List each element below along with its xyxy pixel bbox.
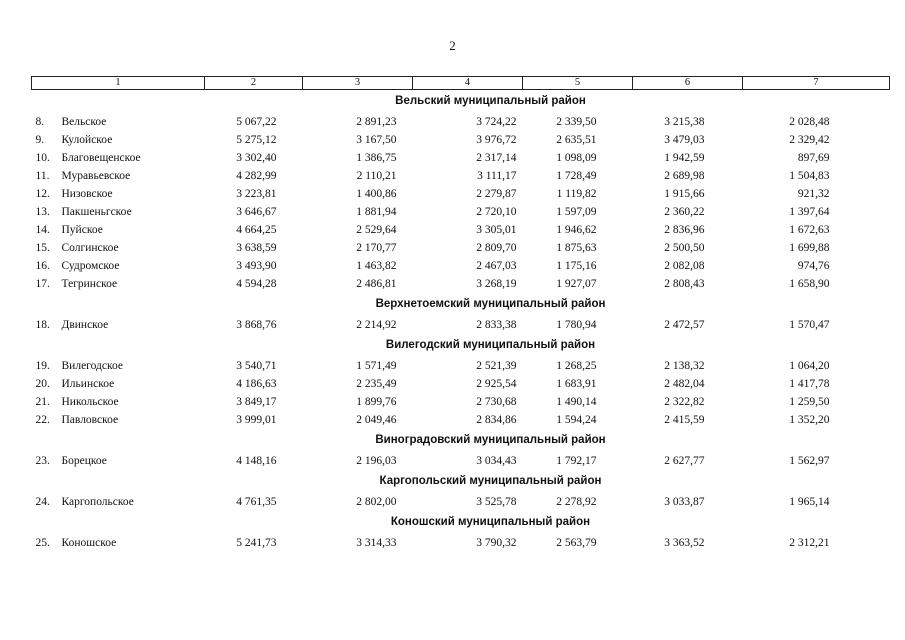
value-cell: 1 175,16 xyxy=(556,260,597,272)
table-row xyxy=(32,316,890,334)
value-cell: 1 397,64 xyxy=(789,206,830,218)
value-cell: 1 780,94 xyxy=(556,319,597,331)
value-cell: 3 314,33 xyxy=(356,537,397,549)
settlement-name: Ильинское xyxy=(61,378,115,390)
table-row xyxy=(32,357,890,375)
settlement-cell xyxy=(32,452,205,470)
value-cell: 2 214,92 xyxy=(356,319,397,331)
value-cell: 4 282,99 xyxy=(236,170,277,182)
value-cell: 1 965,14 xyxy=(789,496,830,508)
row-number: 25. xyxy=(35,537,50,549)
value-cell: 974,76 xyxy=(797,260,830,272)
settlement-name: Судромское xyxy=(61,260,120,272)
value-cell: 2 521,39 xyxy=(476,360,517,372)
value-cell: 1 728,49 xyxy=(556,170,597,182)
value-cell: 3 268,19 xyxy=(476,278,517,290)
header-row xyxy=(32,77,890,90)
settlement-name: Пакшеньгское xyxy=(61,206,132,218)
value-cell: 1 683,91 xyxy=(556,378,597,390)
row-number: 23. xyxy=(35,455,50,467)
settlement-name: Солгинское xyxy=(61,242,119,254)
settlement-cell xyxy=(32,534,205,552)
column-header: 4 xyxy=(413,77,523,90)
value-cell: 921,32 xyxy=(797,188,830,200)
settlement-name: Тегринское xyxy=(61,278,118,290)
settlement-cell xyxy=(32,257,205,275)
value-cell: 1 268,25 xyxy=(556,360,597,372)
row-number: 20. xyxy=(35,378,50,390)
value-cell: 3 638,59 xyxy=(236,242,277,254)
row-number: 12. xyxy=(35,188,50,200)
column-header: 3 xyxy=(303,77,413,90)
value-cell: 1 594,24 xyxy=(556,414,597,426)
value-cell: 2 627,77 xyxy=(664,455,705,467)
settlement-name: Пуйское xyxy=(61,224,103,236)
value-cell: 1 490,14 xyxy=(556,396,597,408)
value-cell: 4 186,63 xyxy=(236,378,277,390)
value-cell: 4 761,35 xyxy=(236,496,277,508)
column-header: 1 xyxy=(32,77,205,90)
table-row xyxy=(32,203,890,221)
row-number: 24. xyxy=(35,496,50,508)
table-body xyxy=(32,90,890,553)
value-cell: 2 196,03 xyxy=(356,455,397,467)
value-cell: 2 317,14 xyxy=(476,152,517,164)
row-number: 11. xyxy=(35,170,50,182)
column-header: 2 xyxy=(205,77,303,90)
settlement-cell xyxy=(32,149,205,167)
value-cell: 1 504,83 xyxy=(789,170,830,182)
section-title: Каргопольский муниципальный район xyxy=(379,475,602,487)
settlement-cell xyxy=(32,113,205,131)
value-cell: 1 400,86 xyxy=(356,188,397,200)
value-cell: 3 525,78 xyxy=(476,496,517,508)
value-cell: 3 540,71 xyxy=(236,360,277,372)
value-cell: 2 472,57 xyxy=(664,319,705,331)
settlement-name: Низовское xyxy=(61,188,113,200)
value-cell: 2 635,51 xyxy=(556,134,597,146)
value-cell: 2 802,00 xyxy=(356,496,397,508)
settlement-cell xyxy=(32,275,205,293)
table-row xyxy=(32,113,890,131)
value-cell: 3 646,67 xyxy=(236,206,277,218)
value-cell: 1 915,66 xyxy=(664,188,705,200)
value-cell: 3 999,01 xyxy=(236,414,277,426)
settlement-name: Никольское xyxy=(61,396,119,408)
section-title: Виноградовский муниципальный район xyxy=(375,434,606,446)
value-cell: 2 808,43 xyxy=(664,278,705,290)
value-cell: 4 594,28 xyxy=(236,278,277,290)
value-cell: 2 836,96 xyxy=(664,224,705,236)
row-number: 14. xyxy=(35,224,50,236)
value-cell: 2 329,42 xyxy=(789,134,830,146)
table-row xyxy=(32,375,890,393)
settlement-cell xyxy=(32,203,205,221)
value-cell: 2 279,87 xyxy=(476,188,517,200)
value-cell: 1 064,20 xyxy=(789,360,830,372)
value-cell: 3 724,22 xyxy=(476,116,517,128)
page-number: 2 xyxy=(449,38,456,53)
settlement-name: Вельское xyxy=(61,116,107,128)
value-cell: 2 730,68 xyxy=(476,396,517,408)
value-cell: 1 570,47 xyxy=(789,319,830,331)
value-cell: 1 571,49 xyxy=(356,360,397,372)
table-row xyxy=(32,275,890,293)
value-cell: 1 881,94 xyxy=(356,206,397,218)
value-cell: 2 500,50 xyxy=(664,242,705,254)
value-cell: 1 259,50 xyxy=(789,396,830,408)
value-cell: 2 925,54 xyxy=(476,378,517,390)
settlement-cell xyxy=(32,239,205,257)
settlement-name: Коношское xyxy=(61,537,117,549)
row-number: 17. xyxy=(35,278,50,290)
section-title: Коношский муниципальный район xyxy=(390,516,591,528)
value-cell: 2 339,50 xyxy=(556,116,597,128)
section-title: Вилегодский муниципальный район xyxy=(385,339,596,351)
value-cell: 1 927,07 xyxy=(556,278,597,290)
value-cell: 1 699,88 xyxy=(789,242,830,254)
settlement-cell xyxy=(32,185,205,203)
settlement-cell xyxy=(32,316,205,334)
settlement-cell xyxy=(32,393,205,411)
table-row xyxy=(32,149,890,167)
settlement-cell xyxy=(32,167,205,185)
value-cell: 2 486,81 xyxy=(356,278,397,290)
value-cell: 2 467,03 xyxy=(476,260,517,272)
section-header-row xyxy=(32,511,890,534)
value-cell: 3 493,90 xyxy=(236,260,277,272)
settlement-name: Борецкое xyxy=(61,455,107,467)
section-header-row xyxy=(32,470,890,493)
value-cell: 5 275,12 xyxy=(236,134,277,146)
value-cell: 1 386,75 xyxy=(356,152,397,164)
row-number: 9. xyxy=(35,134,45,146)
value-cell: 2 322,82 xyxy=(664,396,705,408)
value-cell: 2 834,86 xyxy=(476,414,517,426)
settlement-cell xyxy=(32,131,205,149)
column-header: 6 xyxy=(633,77,743,90)
table-row xyxy=(32,221,890,239)
value-cell: 1 942,59 xyxy=(664,152,705,164)
value-cell: 2 049,46 xyxy=(356,414,397,426)
value-cell: 3 976,72 xyxy=(476,134,517,146)
value-cell: 1 792,17 xyxy=(556,455,597,467)
value-cell: 5 241,73 xyxy=(236,537,277,549)
value-cell: 2 028,48 xyxy=(789,116,830,128)
settlement-name: Каргопольское xyxy=(61,496,134,508)
value-cell: 2 360,22 xyxy=(664,206,705,218)
value-cell: 2 563,79 xyxy=(556,537,597,549)
settlement-cell xyxy=(32,357,205,375)
value-cell: 2 312,21 xyxy=(789,537,830,549)
section-header-row xyxy=(32,334,890,357)
table-row xyxy=(32,534,890,552)
settlement-name: Вилегодское xyxy=(61,360,123,372)
value-cell: 2 170,77 xyxy=(356,242,397,254)
value-cell: 3 479,03 xyxy=(664,134,705,146)
value-cell: 2 482,04 xyxy=(664,378,705,390)
value-cell: 1 562,97 xyxy=(789,455,830,467)
value-cell: 2 689,98 xyxy=(664,170,705,182)
settlement-cell xyxy=(32,375,205,393)
value-cell: 1 597,09 xyxy=(556,206,597,218)
settlement-name: Павловское xyxy=(61,414,119,426)
value-cell: 5 067,22 xyxy=(236,116,277,128)
value-cell: 3 033,87 xyxy=(664,496,705,508)
value-cell: 2 891,23 xyxy=(356,116,397,128)
value-cell: 2 138,32 xyxy=(664,360,705,372)
settlement-name: Благовещенское xyxy=(61,152,141,164)
table-row xyxy=(32,131,890,149)
value-cell: 3 111,17 xyxy=(477,170,517,182)
settlement-cell xyxy=(32,411,205,429)
value-cell: 3 363,52 xyxy=(664,537,705,549)
row-number: 10. xyxy=(35,152,50,164)
table-row xyxy=(32,167,890,185)
row-number: 15. xyxy=(35,242,50,254)
section-header-row xyxy=(32,90,890,114)
section-title: Верхнетоемский муниципальный район xyxy=(375,298,606,310)
row-number: 21. xyxy=(35,396,50,408)
table-row xyxy=(32,452,890,470)
row-number: 22. xyxy=(35,414,50,426)
value-cell: 3 305,01 xyxy=(476,224,517,236)
value-cell: 2 415,59 xyxy=(664,414,705,426)
value-cell: 2 082,08 xyxy=(664,260,705,272)
value-cell: 3 223,81 xyxy=(236,188,277,200)
column-header: 7 xyxy=(743,77,890,90)
value-cell: 1 875,63 xyxy=(556,242,597,254)
value-cell: 4 664,25 xyxy=(236,224,277,236)
value-cell: 1 946,62 xyxy=(556,224,597,236)
row-number: 19. xyxy=(35,360,50,372)
value-cell: 1 658,90 xyxy=(789,278,830,290)
row-number: 18. xyxy=(35,319,50,331)
value-cell: 3 034,43 xyxy=(476,455,517,467)
value-cell: 1 463,82 xyxy=(356,260,397,272)
value-cell: 3 215,38 xyxy=(664,116,705,128)
settlement-cell xyxy=(32,493,205,511)
table-row xyxy=(32,393,890,411)
value-cell: 2 110,21 xyxy=(356,170,397,182)
value-cell: 2 833,38 xyxy=(476,319,517,331)
table-row xyxy=(32,493,890,511)
section-title: Вельский муниципальный район xyxy=(395,95,586,107)
value-cell: 1 899,76 xyxy=(356,396,397,408)
value-cell: 4 148,16 xyxy=(236,455,277,467)
section-header-row xyxy=(32,293,890,316)
table-row xyxy=(32,411,890,429)
row-number: 13. xyxy=(35,206,50,218)
value-cell: 2 720,10 xyxy=(476,206,517,218)
value-cell: 2 809,70 xyxy=(476,242,517,254)
value-cell: 3 868,76 xyxy=(236,319,277,331)
row-number: 8. xyxy=(35,116,45,128)
value-cell: 3 302,40 xyxy=(236,152,277,164)
row-number: 16. xyxy=(35,260,50,272)
data-table xyxy=(31,76,890,552)
value-cell: 2 235,49 xyxy=(356,378,397,390)
table-row xyxy=(32,239,890,257)
settlement-cell xyxy=(32,221,205,239)
value-cell: 3 790,32 xyxy=(476,537,517,549)
table-row xyxy=(32,185,890,203)
settlement-name: Кулойское xyxy=(61,134,113,146)
value-cell: 1 098,09 xyxy=(556,152,597,164)
value-cell: 3 849,17 xyxy=(236,396,277,408)
column-header: 5 xyxy=(523,77,633,90)
section-header-row xyxy=(32,429,890,452)
value-cell: 1 119,82 xyxy=(556,188,597,200)
settlement-name: Двинское xyxy=(61,319,109,331)
settlement-name: Муравьевское xyxy=(61,170,131,182)
value-cell: 3 167,50 xyxy=(356,134,397,146)
value-cell: 897,69 xyxy=(797,152,830,164)
value-cell: 1 672,63 xyxy=(789,224,830,236)
table-row xyxy=(32,257,890,275)
value-cell: 2 529,64 xyxy=(356,224,397,236)
value-cell: 1 352,20 xyxy=(789,414,830,426)
value-cell: 1 417,78 xyxy=(789,378,830,390)
value-cell: 2 278,92 xyxy=(556,496,597,508)
